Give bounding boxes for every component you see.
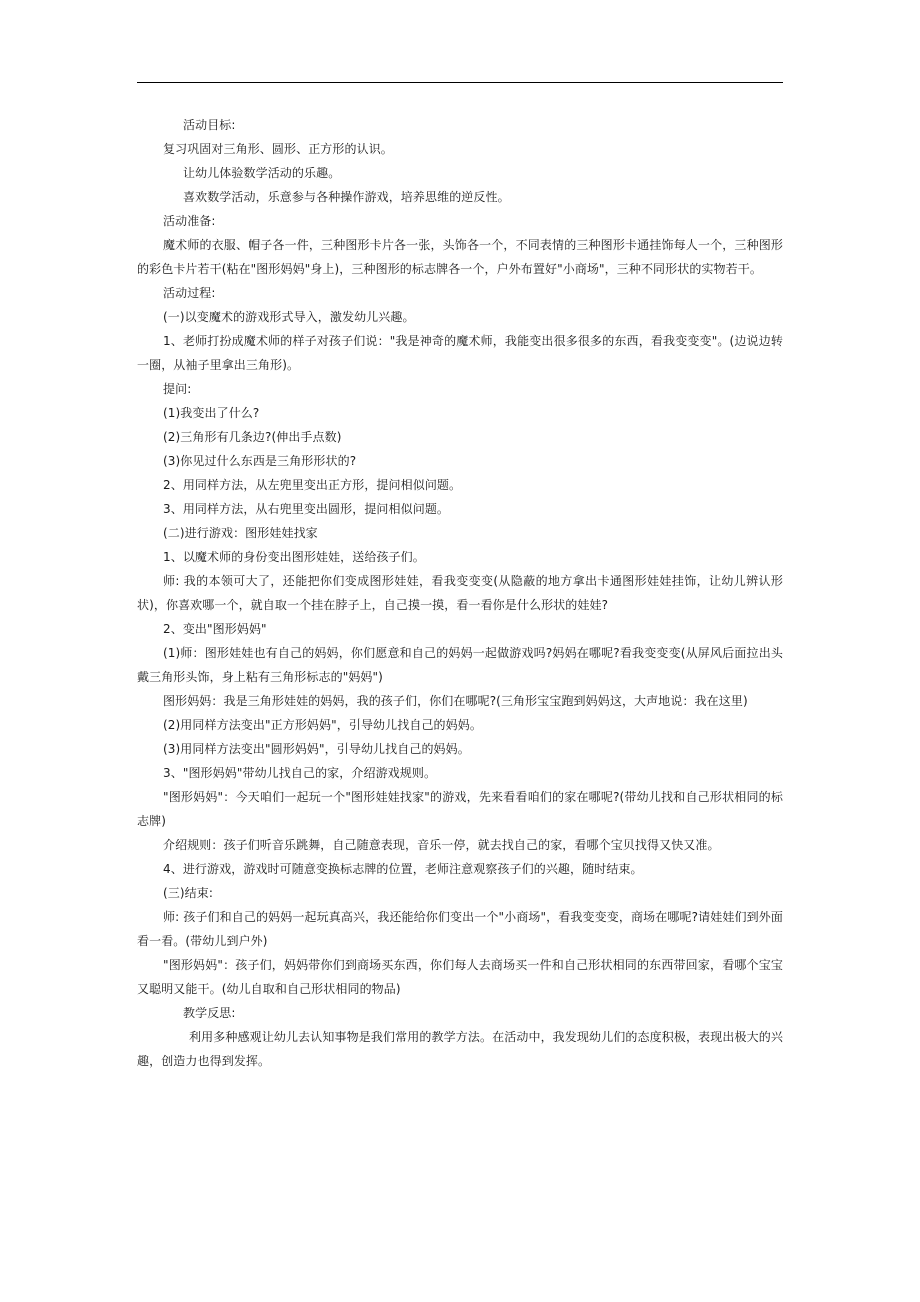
paragraph: 魔术师的衣服、帽子各一件，三种图形卡片各一张，头饰各一个，不同表情的三种图形卡通挂饰每人一个，三种图形的彩色卡片若干(粘在"图形妈妈"身上)，三种图形的标志牌各一个，户外布置好"小商场"，三种不同形状的实物若干。	[137, 238, 783, 276]
paragraph: (3)你见过什么东西是三角形形状的?	[163, 454, 357, 468]
paragraph: 2、变出"图形妈妈"	[163, 622, 267, 636]
paragraph: (三)结束:	[163, 886, 214, 900]
section-heading-reflection: 教学反思:	[183, 1006, 236, 1020]
paragraph: (1)师：图形娃娃也有自己的妈妈，你们愿意和自己的妈妈一起做游戏吗?妈妈在哪呢?看我变变变(从屏风后面拉出头戴三角形头饰，身上粘有三角形标志的"妈妈")	[137, 646, 783, 684]
paragraph: 提问:	[163, 382, 192, 396]
paragraph: 4、进行游戏，游戏时可随意变换标志牌的位置，老师注意观察孩子们的兴趣，随时结束。	[163, 862, 643, 876]
document-body	[137, 113, 783, 1073]
paragraph: 1、老师打扮成魔术师的样子对孩子们说："我是神奇的魔术师，我能变出很多很多的东西，看我变变变"。(边说边转一圈，从袖子里拿出三角形)。	[137, 334, 783, 372]
paragraph: (2)用同样方法变出"正方形妈妈"，引导幼儿找自己的妈妈。	[163, 718, 482, 732]
paragraph: 图形妈妈：我是三角形娃娃的妈妈，我的孩子们，你们在哪呢?(三角形宝宝跑到妈妈这，大声地说：我在这里)	[163, 694, 748, 708]
paragraph: 3、用同样方法，从右兜里变出圆形，提问相似问题。	[163, 502, 450, 516]
header-divider	[137, 82, 783, 83]
paragraph: "图形妈妈"：今天咱们一起玩一个"图形娃娃找家"的游戏，先来看看咱们的家在哪呢?(带幼儿找和自己形状相同的标志牌)	[137, 790, 783, 828]
paragraph: 1、以魔术师的身份变出图形娃娃，送给孩子们。	[163, 550, 425, 564]
paragraph: 复习巩固对三角形、圆形、正方形的认识。	[163, 142, 393, 156]
paragraph: 喜欢数学活动，乐意参与各种操作游戏，培养思维的逆反性。	[183, 190, 510, 204]
paragraph: 让幼儿体验数学活动的乐趣。	[183, 166, 341, 180]
section-heading-goals: 活动目标:	[183, 118, 236, 132]
paragraph: 师: 孩子们和自己的妈妈一起玩真高兴，我还能给你们变出一个"小商场"，看我变变变，商场在哪呢?请娃娃们到外面看一看。(带幼儿到户外)	[137, 910, 783, 948]
paragraph: (2)三角形有几条边?(伸出手点数)	[163, 430, 342, 444]
paragraph: (二)进行游戏：图形娃娃找家	[163, 526, 318, 540]
paragraph: 师: 我的本领可大了，还能把你们变成图形娃娃，看我变变变(从隐蔽的地方拿出卡通图形娃娃挂饰，让幼儿辨认形状)，你喜欢哪一个，就自取一个挂在脖子上，自己摸一摸，看一看你是什么形状的娃娃?	[137, 574, 783, 612]
paragraph: 介绍规则：孩子们听音乐跳舞，自己随意表现，音乐一停，就去找自己的家，看哪个宝贝找得又快又准。	[163, 838, 720, 852]
paragraph: (3)用同样方法变出"圆形妈妈"，引导幼儿找自己的妈妈。	[163, 742, 470, 756]
paragraph: 2、用同样方法，从左兜里变出正方形，提问相似问题。	[163, 478, 462, 492]
paragraph: (1)我变出了什么?	[163, 406, 260, 420]
paragraph: (一)以变魔术的游戏形式导入，激发幼儿兴趣。	[163, 310, 415, 324]
paragraph: 利用多种感观让幼儿去认知事物是我们常用的教学方法。在活动中，我发现幼儿们的态度积极，表现出极大的兴趣，创造力也得到发挥。	[137, 1030, 783, 1068]
section-heading-process: 活动过程:	[163, 286, 216, 300]
paragraph: 3、"图形妈妈"带幼儿找自己的家，介绍游戏规则。	[163, 766, 437, 780]
section-heading-preparation: 活动准备:	[163, 214, 216, 228]
paragraph: "图形妈妈"：孩子们，妈妈带你们到商场买东西，你们每人去商场买一件和自己形状相同的东西带回家，看哪个宝宝又聪明又能干。(幼儿自取和自己形状相同的物品)	[137, 958, 783, 996]
